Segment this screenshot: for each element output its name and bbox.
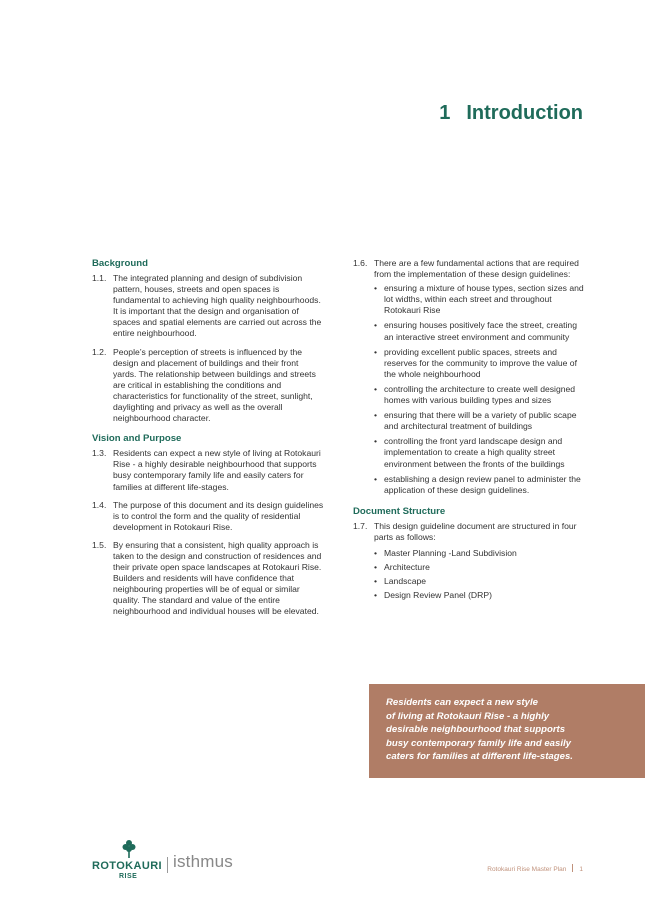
bullet-icon: • <box>374 473 378 484</box>
bullet-icon: • <box>374 547 378 558</box>
paragraph-text: By ensuring that a consistent, high quality approach is taken to the design and construction of residences and their private open space landscapes at Rotokauri Rise. Builders and residents will have confidence that neighbouring properties will be of equal or similar quality. The standard and value of the entire neighbourhood and individual houses will be elevated. <box>113 539 322 617</box>
paragraph-number: 1.3. <box>92 448 107 459</box>
list-item: • controlling the architecture to create well designed homes with various building types and sizes <box>374 383 576 406</box>
page-number: 1 <box>579 866 583 873</box>
tree-icon <box>122 839 136 859</box>
section-heading-document-structure: Document Structure <box>353 505 446 517</box>
logo-subtitle: RISE <box>119 873 138 880</box>
paragraph-1-1 <box>92 273 324 340</box>
logo-divider <box>167 857 168 873</box>
pull-quote-line: busy contemporary family life and easily <box>386 737 572 749</box>
partner-logo: isthmus <box>173 852 233 871</box>
list-item: • Master Planning -Land Subdivision <box>374 547 517 558</box>
list-item: • ensuring that there will be a variety of public scape and architectural treatment of buildings <box>374 410 577 432</box>
section-heading-background: Background <box>92 258 148 269</box>
list-item: • establishing a design review panel to administer the application of these design guidelines. <box>374 473 581 495</box>
paragraph-number: 1.6. <box>353 258 368 268</box>
paragraph-number: 1.1. <box>92 273 107 283</box>
paragraph-number: 1.5. <box>92 539 107 550</box>
left-column <box>92 258 324 625</box>
pull-quote-line: caters for families at different life-stages. <box>386 751 573 763</box>
paragraph-text: The purpose of this document and its design guidelines is to control the form and the quality of residential development in Rotokauri Rise. <box>113 499 324 532</box>
structure-list <box>374 548 587 601</box>
paragraph-number: 1.7. <box>353 520 368 531</box>
section-heading-vision: Vision and Purpose <box>92 433 182 445</box>
pull-quote-line: desirable neighbourhood that supports <box>386 724 566 736</box>
list-item: • ensuring houses positively face the street, creating an interactive street environment and community <box>374 320 577 342</box>
page-footer <box>487 864 583 873</box>
bullet-icon: • <box>374 346 378 357</box>
list-item: • ensuring a mixture of house types, section sizes and lot widths, within each street and throughout Rotokauri Rise <box>374 283 584 316</box>
pull-quote <box>369 684 645 778</box>
right-column <box>353 258 587 611</box>
paragraph-1-6 <box>353 258 587 500</box>
footer-title: Rotokauri Rise Master Plan <box>487 866 567 873</box>
footer-divider <box>572 864 573 872</box>
paragraph-1-2 <box>92 347 324 425</box>
chapter-title <box>439 102 583 125</box>
bullet-icon: • <box>374 410 378 421</box>
bullet-icon: • <box>374 562 378 573</box>
bullet-icon: • <box>374 383 378 394</box>
actions-list <box>374 283 587 496</box>
pull-quote-line: Residents can expect a new style <box>386 697 538 708</box>
list-item: • Design Review Panel (DRP) <box>374 590 492 601</box>
paragraph-text: There are a few fundamental actions that are required from the implementation of these design guidelines: <box>374 258 579 280</box>
paragraph-1-5 <box>92 540 324 618</box>
bullet-icon: • <box>374 590 378 601</box>
paragraph-number: 1.4. <box>92 499 107 510</box>
list-item: • controlling the front yard landscape design and implementation to create a high quality street environment between the fronts of the buildings <box>374 436 565 469</box>
bullet-icon: • <box>374 436 378 447</box>
paragraph-1-4 <box>92 500 324 533</box>
chapter-name: Introduction <box>466 102 583 124</box>
paragraph-text: Residents can expect a new style of living at Rotokauri Rise - a highly desirable neighbourhood that supports busy contemporary family life and easily caters for families at different life-stages. <box>113 448 321 492</box>
bullet-icon: • <box>374 320 378 331</box>
pull-quote-line: of living at Rotokauri Rise - a highly <box>386 710 550 722</box>
paragraph-text: This design guideline document are structured in four parts as follows: <box>374 520 577 542</box>
list-item: • Architecture <box>374 562 430 573</box>
chapter-number: 1 <box>439 102 451 124</box>
paragraph-1-7 <box>353 521 587 605</box>
paragraph-text: People’s perception of streets is influenced by the design and placement of buildings and their front yards. The relationship between buildings and streets are critical in establishing the conditions and characteristics for functionality of the street, sunlight, daylighting and privacy as well as the overall neighbourhood character. <box>113 346 316 424</box>
list-item: • providing excellent public spaces, streets and reserves for the community to improve the value of the whole neighbourhood <box>374 346 577 379</box>
bullet-icon: • <box>374 576 378 587</box>
list-item: • Landscape <box>374 576 427 587</box>
bullet-icon: • <box>374 283 378 294</box>
paragraph-1-3 <box>92 448 324 492</box>
paragraph-number: 1.2. <box>92 346 107 357</box>
logo-block <box>92 839 232 885</box>
logo-name: ROTOKAURI <box>92 860 163 872</box>
paragraph-text: The integrated planning and design of subdivision pattern, houses, streets and open spaces is fundamental to achieving high quality neighbourhoods. It is important that the design and organisation of spaces and spatial elements are carried out across the entire neighbourhood. <box>113 273 322 339</box>
